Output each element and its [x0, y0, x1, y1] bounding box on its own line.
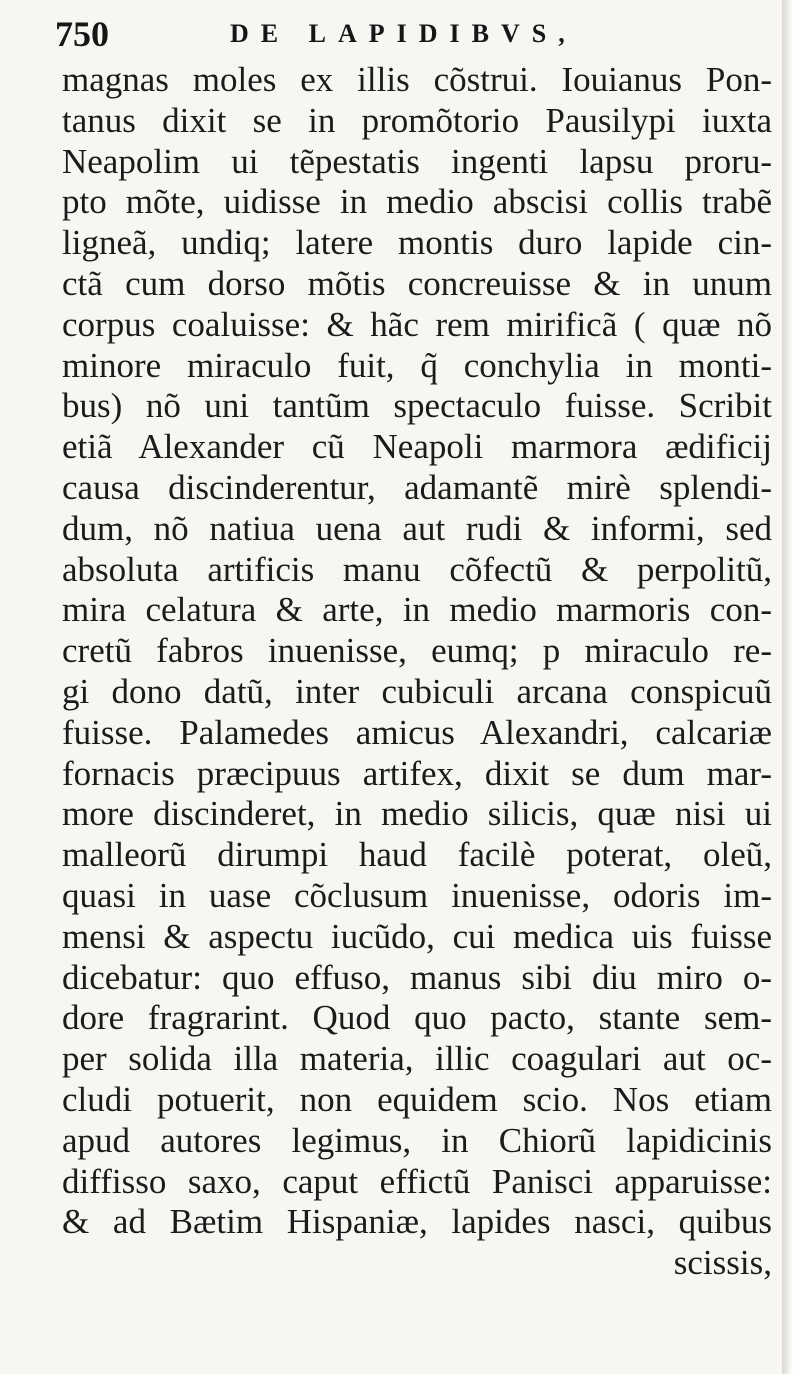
text-line: ligneã, undiq; latere montis duro lapide cin- [62, 223, 772, 263]
text-line: cretũ fabros inuenisse, eumq; p miraculo re- [62, 631, 772, 671]
text-line: more discinderet, in medio silicis, quæ nisi ui [62, 794, 772, 834]
text-line: fornacis præcipuus artifex, dixit se dum mar- [62, 753, 772, 793]
text-line: gi dono datũ, inter cubiculi arcana conspicuũ [62, 671, 772, 711]
text-line: magnas moles ex illis cõstrui. Iouianus Pon- [62, 60, 772, 99]
text-line: absoluta artificis manu cõfectũ & perpolitũ, [62, 549, 772, 589]
text-line: malleorũ dirumpi haud facilè poterat, oleũ, [62, 835, 772, 875]
text-line: apud autores legimus, in Chiorũ lapidicinis [62, 1120, 772, 1160]
page-header [55, 12, 615, 56]
text-line: dicebatur: quo effuso, manus sibi diu miro o- [62, 957, 772, 997]
text-line: Neapolim ui tẽpestatis ingenti lapsu proru- [62, 141, 772, 181]
text-line: tanus dixit se in promõtorio Pausilypi iuxta [62, 100, 772, 140]
text-line: mensi & aspectu iucũdo, cui medica uis fuisse [62, 916, 772, 956]
text-line: corpus coaluisse: & hãc rem mirificã ( quæ nõ [62, 304, 772, 344]
text-line: mira celatura & arte, in medio marmoris con- [62, 590, 772, 630]
text-line: dore fragrarint. Quod quo pacto, stante sem- [62, 998, 772, 1038]
running-title: DE LAPIDIBVS, [230, 19, 577, 48]
text-line: pto mõte, uidisse in medio abscisi collis trabẽ [62, 182, 772, 222]
text-line: diffisso saxo, caput effictũ Panisci apparuisse: [62, 1161, 772, 1201]
text-line: minore miraculo fuit, q̃ conchylia in monti- [62, 345, 772, 385]
text-line: & ad Bætim Hispaniæ, lapides nasci, quibus [62, 1202, 772, 1242]
text-line: quasi in uase cõclusum inuenisse, odoris im- [62, 875, 772, 915]
page-number: 750 [55, 14, 109, 54]
body-text [62, 60, 772, 1284]
text-line: etiã Alexander cũ Neapoli marmora ædificij [62, 427, 772, 467]
text-line: per solida illa materia, illic coagulari aut oc- [62, 1039, 772, 1079]
text-line: cludi potuerit, non equidem scio. Nos etiam [62, 1079, 772, 1119]
catchword: scissis, [673, 1243, 772, 1283]
text-line: ctã cum dorso mõtis concreuisse & in unum [62, 263, 772, 303]
text-line: dum, nõ natiua uena aut rudi & informi, sed [62, 508, 772, 548]
text-line: fuisse. Palamedes amicus Alexandri, calcariæ [62, 712, 772, 752]
page-edge [782, 0, 800, 1374]
text-line: causa discinderentur, adamantẽ mirè splendi- [62, 467, 772, 507]
text-line: bus) nõ uni tantũm spectaculo fuisse. Scribit [62, 386, 772, 426]
